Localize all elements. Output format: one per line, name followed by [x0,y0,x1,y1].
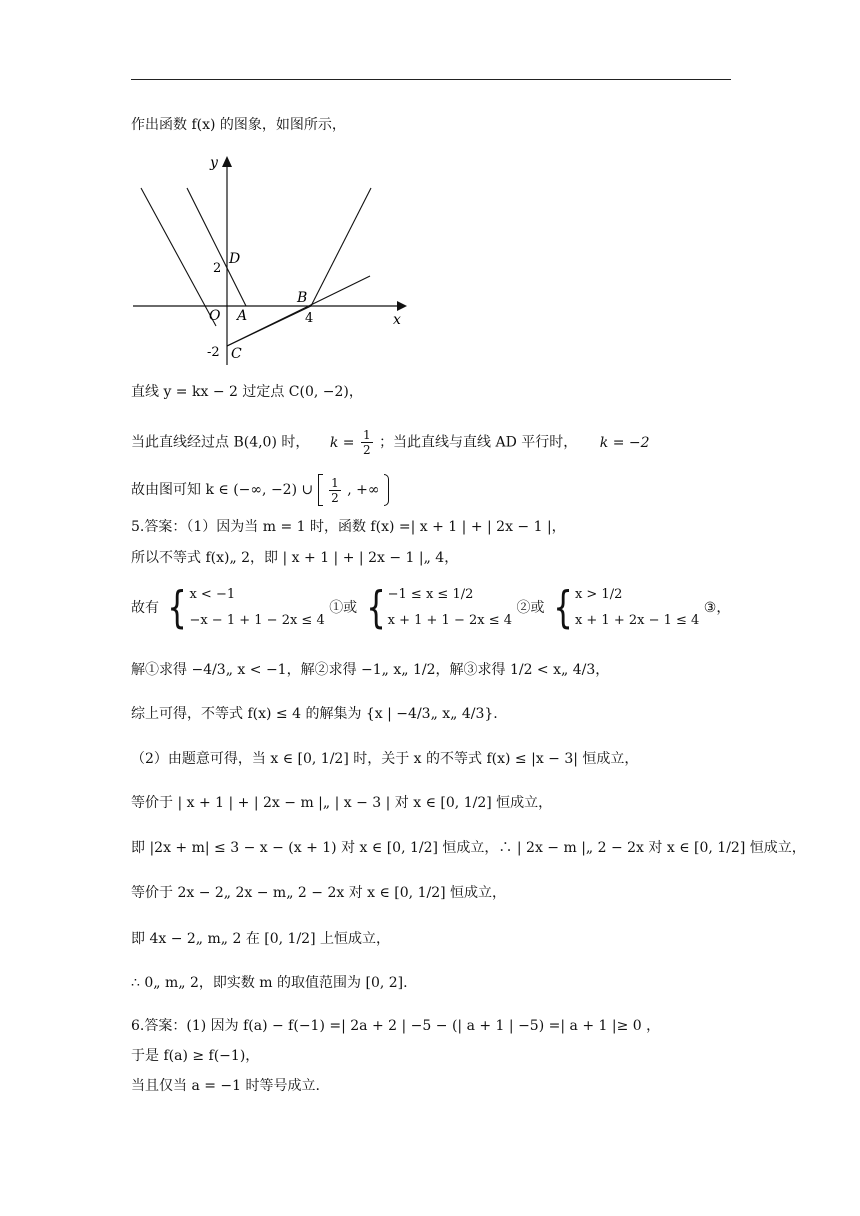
line-left-outer [141,188,216,326]
text-fragment: ；当此直线与直线 AD 平行时， [379,434,578,451]
text-line: 直线 y = kx − 2 过定点 C(0, −2)， [131,384,363,400]
case-row: x + 1 + 2x − 1 ≤ 4 [574,613,700,628]
point-C-label: C [231,346,242,362]
case-systems [131,582,731,633]
text-line: 5.答案：（1）因为当 m = 1 时，函数 f(x) =| x + 1 | + | 2x − 1 |， [131,519,566,535]
text-fragment: 故由图可知 k ∈ (−∞, −2) ∪ [131,482,314,498]
text-line: 等价于 2x − 2„ 2x − m„ 2 − 2x 对 x ∈ [0, 1/2] 恒成立， [131,885,507,901]
text-fragment: k = [329,434,355,451]
text-line [131,474,389,506]
tick-label-neg2: -2 [207,345,220,360]
case-system-3: { x > 1/2 x + 1 + 2x − 1 ≤ 4 [553,582,700,633]
point-A-label: A [237,308,248,324]
text-fragment: k = −2 [599,434,650,451]
point-D-label: D [229,251,241,267]
origin-label: O [209,308,221,324]
case-row: −x − 1 + 1 − 2x ≤ 4 [189,613,325,628]
text-fragment: , +∞ [347,482,380,498]
numerator: 1 [362,428,371,442]
text-line: 即 |2x + m| ≤ 3 − x − (x + 1) 对 x ∈ [0, 1/2] 恒成立，∴ | 2x − m |„ 2 − 2x 对 x ∈ [0, 1/2] 恒成立， [131,840,806,856]
point-B-label: B [297,290,308,306]
denominator: 2 [362,443,371,457]
x-axis-arrow [397,301,407,311]
fraction [329,476,341,505]
text-line: 当且仅当 a = −1 时等号成立. [131,1078,320,1094]
text-line: 解①求得 −4/3„ x < −1，解②求得 −1„ x„ 1/2，解③求得 1/2 < x„ 4/3， [131,662,610,678]
tick-label-4: 4 [305,311,314,326]
x-axis-label: x [393,312,401,328]
text-fragment: 当此直线经过点 B(4,0) 时， [131,434,310,451]
y-axis-label: y [210,155,218,171]
text-line: ∴ 0„ m„ 2，即实数 m 的取值范围为 [0, 2]. [131,975,408,991]
text-line: （2）由题意可得，当 x ∈ [0, 1/2] 时，关于 x 的不等式 f(x) ≤ |x − 3| 恒成立， [131,751,639,767]
tick-label-2: 2 [213,261,222,276]
text-line: 即 4x − 2„ m„ 2 在 [0, 1/2] 上恒成立， [131,931,390,947]
case-row: x > 1/2 [574,587,623,602]
text-fragment: ③， [703,600,731,616]
denominator: 2 [331,490,339,505]
text-fragment: 故有 [131,600,159,616]
text-line: 于是 f(a) ≥ f(−1)， [131,1048,260,1064]
line-right-steep [311,188,371,306]
text-line: 综上可得，不等式 f(x) ≤ 4 的解集为 {x | −4/3„ x„ 4/3}. [131,706,498,722]
function-graph [125,150,415,370]
left-bracket [318,474,323,506]
text-line: 作出函数 f(x) 的图象，如图所示， [131,117,346,133]
numerator: 1 [331,475,339,490]
fraction [361,428,373,457]
text-line [131,428,650,457]
right-paren [384,474,389,506]
y-axis-arrow [222,156,232,167]
case-system-2: { −1 ≤ x ≤ 1/2 x + 1 + 1 − 2x ≤ 4 [365,582,513,633]
text-line: 6.答案：(1) 因为 f(a) − f(−1) =| 2a + 2 | −5 − (| a + 1 | −5) =| a + 1 |≥ 0 ， [131,1018,661,1034]
text-fragment: ②或 [516,600,545,616]
header-rule [131,79,731,80]
text-line: 等价于 | x + 1 | + | 2x − m |„ | x − 3 | 对 x ∈ [0, 1/2] 恒成立， [131,795,553,811]
case-system-1: { x < −1 −x − 1 + 1 − 2x ≤ 4 [167,582,325,633]
text-line: 所以不等式 f(x)„ 2，即 | x + 1 | + | 2x − 1 |„ 4， [131,550,459,566]
text-fragment: ①或 [329,600,358,616]
case-row: x + 1 + 1 − 2x ≤ 4 [387,613,513,628]
case-row: −1 ≤ x ≤ 1/2 [387,587,474,602]
case-row: x < −1 [189,587,236,602]
